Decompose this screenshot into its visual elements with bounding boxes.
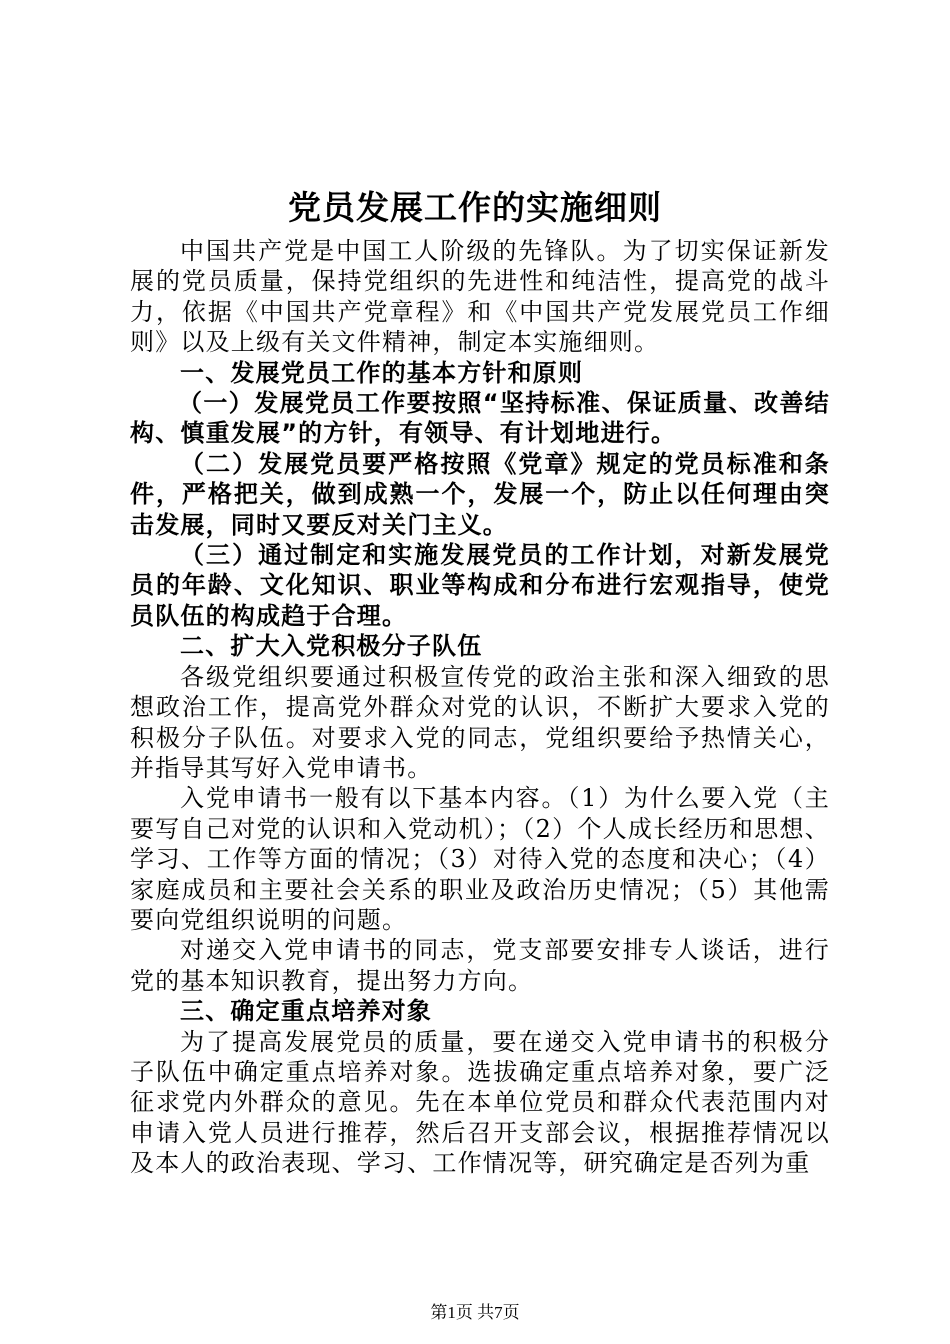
activists-paragraph: 各级党组织要通过积极宣传党的政治主张和深入细致的思想政治工作，提高党外群众对党的认识，不断扩大要求入党的积极分子队伍。对要求入党的同志，党组织要给予热情关心，并指导其写好入党申请书。: [130, 662, 830, 782]
key-candidates-paragraph: 为了提高发展党员的质量，要在递交入党申请书的积极分子队伍中确定重点培养对象。选拔确定重点培养对象，要广泛征求党内外群众的意见。先在本单位党员和群众代表范围内对申请入党人员进行推荐，然后召开支部会议，根据推荐情况以及本人的政治表现、学习、工作情况等，研究确定是否列为重: [130, 1027, 830, 1178]
section-heading-3: 三、确定重点培养对象: [180, 997, 432, 1026]
application-content-paragraph: 入党申请书一般有以下基本内容。（1）为什么要入党（主要写自己对党的认识和入党动机）；（2）个人成长经历和思想、学习、工作等方面的情况；（3）对待入党的态度和决心；（4）家庭成员和主要社会关系的职业及政治历史情况；（5）其他需要向党组织说明的问题。: [130, 784, 830, 934]
principle-2-paragraph: （二）发展党员要严格按照《党章》规定的党员标准和条件，严格把关，做到成熟一个，发展一个，防止以任何理由突击发展，同时又要反对关门主义。: [130, 449, 830, 539]
intro-paragraph: 中国共产党是中国工人阶级的先锋队。为了切实保证新发展的党员质量，保持党组织的先进性和纯洁性，提高党的战斗力，依据《中国共产党章程》和《中国共产党发展党员工作细则》以及上级有关文件精神，制定本实施细则。: [130, 237, 830, 357]
document-body: [130, 236, 830, 1179]
principle-1-paragraph: （一）发展党员工作要按照“坚持标准、保证质量、改善结构、慎重发展”的方针，有领导、有计划地进行。: [130, 389, 830, 448]
section-heading-2: 二、扩大入党积极分子队伍: [180, 632, 483, 661]
section-heading-1: 一、发展党员工作的基本方针和原则: [180, 358, 584, 387]
principle-3-paragraph: （三）通过制定和实施发展党员的工作计划，对新发展党员的年龄、文化知识、职业等构成和分布进行宏观指导，使党员队伍的构成趋于合理。: [130, 541, 830, 630]
interview-paragraph: 对递交入党申请书的同志，党支部要安排专人谈话，进行党的基本知识教育，提出努力方向。: [130, 936, 830, 995]
page-number-footer: 第1页 共7页: [430, 1303, 520, 1322]
page-title: 党员发展工作的实施细则: [288, 188, 662, 227]
